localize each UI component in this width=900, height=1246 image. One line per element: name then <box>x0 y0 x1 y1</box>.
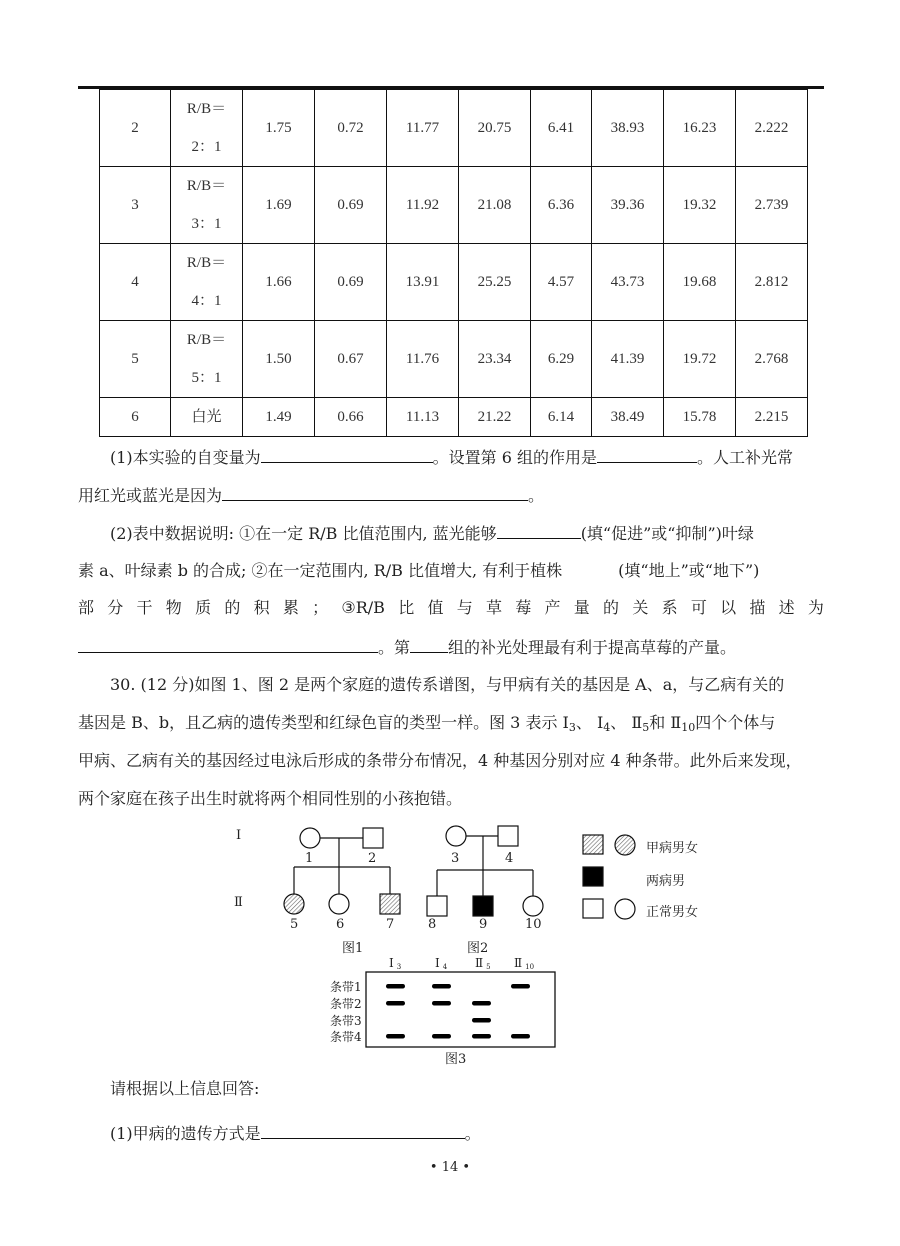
value-cell: 20.75 <box>459 90 531 167</box>
text: (2)表中数据说明: ①在一定 R/B 比值范围内, 蓝光能够 <box>110 524 497 543</box>
text: ； <box>312 598 329 617</box>
value-cell: 11.92 <box>387 167 459 244</box>
value-cell: 4.57 <box>531 244 592 321</box>
value-cell: 23.34 <box>459 321 531 398</box>
female-5-jia <box>284 894 304 914</box>
light-ratio-line2: 4：1 <box>191 293 222 309</box>
text: 基因是 B、b，且乙病的遗传类型和红绿色盲的类型一样。图 3 表示 Ⅰ <box>78 713 569 732</box>
text: 用红光或蓝光是因为 <box>78 486 223 505</box>
question-prompt: 请根据以上信息回答: <box>110 1079 260 1098</box>
id-label: 5 <box>290 917 299 932</box>
male-7-jia <box>380 894 400 914</box>
legend-both-male-icon <box>583 867 603 886</box>
roman-numeral: Ⅱ <box>475 956 484 970</box>
subscript: 10 <box>525 963 535 971</box>
text: 关 <box>632 598 649 617</box>
group-cell: 6 <box>100 398 171 437</box>
male-4 <box>498 826 518 846</box>
value-cell: 11.13 <box>387 398 459 437</box>
id-label: 7 <box>386 917 395 932</box>
light-ratio-line1: R/B＝ <box>186 178 227 194</box>
gel-band <box>472 1018 491 1023</box>
gel-column-label <box>514 956 534 971</box>
female-6 <box>329 894 349 914</box>
value-cell: 13.91 <box>387 244 459 321</box>
q30-line4: 两个家庭在孩子出生时就将两个相同性别的小孩抱错。 <box>78 789 463 808</box>
band-label: 条带1 <box>330 980 362 994</box>
value-cell: 11.77 <box>387 90 459 167</box>
text: 、 Ⅰ <box>575 713 604 732</box>
text: 莓 <box>515 598 532 617</box>
female-3 <box>446 826 466 846</box>
value-cell: 19.72 <box>664 321 736 398</box>
value-cell: 21.08 <box>459 167 531 244</box>
text: 累 <box>282 598 299 617</box>
band-label: 条带4 <box>330 1030 362 1044</box>
text: 。第 <box>378 638 411 657</box>
text: 。设置第 6 组的作用是 <box>432 448 598 467</box>
value-cell: 6.41 <box>531 90 592 167</box>
light-ratio-line2: 5：1 <box>191 370 222 386</box>
gel-band <box>386 1034 405 1039</box>
text: 的 <box>603 598 620 617</box>
text: 四个个体与 <box>695 713 776 732</box>
gel-band <box>511 984 530 989</box>
text: (1)甲病的遗传方式是 <box>110 1124 261 1143</box>
q30-line1: 30. (12 分)如图 1、图 2 是两个家庭的遗传系谱图，与甲病有关的基因是 A、a，与乙病有关的 <box>110 675 785 694</box>
value-cell: 38.49 <box>592 398 664 437</box>
text: 、 Ⅱ <box>610 713 643 732</box>
value-cell: 21.22 <box>459 398 531 437</box>
text: 值 <box>427 598 444 617</box>
group-cell: 4 <box>100 244 171 321</box>
text: 和 Ⅱ <box>649 713 682 732</box>
page-number: • 14 • <box>429 1160 471 1175</box>
light-ratio-line1: 白光 <box>191 409 222 425</box>
legend-jia-female-icon <box>615 835 635 855</box>
light-ratio-line2: 2：1 <box>191 139 222 155</box>
subscript: 10 <box>681 721 696 734</box>
roman-numeral: Ⅰ <box>435 956 440 970</box>
text: 描 <box>749 598 766 617</box>
value-cell: 2.215 <box>736 398 808 437</box>
subscript: 5 <box>486 963 491 971</box>
legend-normal-male-icon <box>583 899 603 918</box>
group-cell: 3 <box>100 167 171 244</box>
id-label: 1 <box>305 851 314 866</box>
value-cell: 1.75 <box>243 90 315 167</box>
value-cell: 11.76 <box>387 321 459 398</box>
roman-numeral: Ⅱ <box>514 956 523 970</box>
gel-column-label <box>475 956 491 971</box>
text: 系 <box>661 598 678 617</box>
text: 部 <box>78 598 95 617</box>
subscript: 4 <box>442 963 448 971</box>
value-cell: 1.66 <box>243 244 315 321</box>
light-ratio-line1: R/B＝ <box>186 332 227 348</box>
value-cell: 41.39 <box>592 321 664 398</box>
legend-both-label: 两病男 <box>646 874 686 889</box>
text: 比 <box>398 598 415 617</box>
value-cell: 1.69 <box>243 167 315 244</box>
female-10 <box>523 896 543 916</box>
id-label: 2 <box>368 851 377 866</box>
text: 物 <box>165 598 182 617</box>
gel-band <box>432 1001 451 1006</box>
value-cell: 39.36 <box>592 167 664 244</box>
value-cell: 0.69 <box>315 244 387 321</box>
band-label: 条带2 <box>330 997 362 1011</box>
value-cell: 1.50 <box>243 321 315 398</box>
light-ratio-line1: R/B＝ <box>186 255 227 271</box>
text: 的 <box>224 598 241 617</box>
id-label: 3 <box>451 851 460 866</box>
text: 质 <box>195 598 212 617</box>
band-label: 条带3 <box>330 1014 362 1028</box>
value-cell: 16.23 <box>664 90 736 167</box>
text: 分 <box>107 598 124 617</box>
legend-jia-male-icon <box>583 835 603 854</box>
id-label: 10 <box>525 917 542 932</box>
gel-band <box>386 1001 405 1006</box>
id-label: 4 <box>505 851 514 866</box>
generation-I-label: Ⅰ <box>236 828 242 843</box>
legend-normal-female-icon <box>615 899 635 919</box>
subscript: 3 <box>396 963 402 971</box>
male-2 <box>363 828 383 848</box>
gel-column-label <box>435 956 447 971</box>
text: ③R/B <box>341 598 385 617</box>
value-cell: 0.66 <box>315 398 387 437</box>
light-ratio-line2: 3：1 <box>191 216 222 232</box>
q30-line3: 甲病、乙病有关的基因经过电泳后形成的条带分布情况，4 种基因分别对应 4 种条带。此外后来发现， <box>78 751 802 770</box>
answer-blank[interactable] <box>261 1122 465 1139</box>
legend-normal-label: 正常男女 <box>646 905 699 920</box>
gel-band <box>432 1034 451 1039</box>
gel-band <box>386 984 405 989</box>
subscript: 3 <box>568 721 576 734</box>
roman-numeral: Ⅰ <box>389 956 394 970</box>
value-cell: 2.222 <box>736 90 808 167</box>
text: 。 <box>464 1124 481 1143</box>
group-cell: 5 <box>100 321 171 398</box>
gel-band <box>432 984 451 989</box>
value-cell: 25.25 <box>459 244 531 321</box>
value-cell: 1.49 <box>243 398 315 437</box>
text: 以 <box>720 598 737 617</box>
value-cell: 2.768 <box>736 321 808 398</box>
value-cell: 6.36 <box>531 167 592 244</box>
text: 为 <box>807 598 824 617</box>
female-1 <box>300 828 320 848</box>
text: 组的补光处理最有利于提高草莓的产量。 <box>448 638 737 657</box>
value-cell: 0.69 <box>315 167 387 244</box>
figure-1-caption: 图1 <box>342 941 364 956</box>
text: (1)本实验的自变量为 <box>110 448 261 467</box>
id-label: 9 <box>479 917 488 932</box>
text: 素 a、叶绿素 b 的合成; ②在一定范围内, R/B 比值增大, 有利于植株 <box>78 561 563 580</box>
value-cell: 15.78 <box>664 398 736 437</box>
generation-II-label: Ⅱ <box>234 895 243 910</box>
value-cell: 2.812 <box>736 244 808 321</box>
gel-band <box>511 1034 530 1039</box>
text: 。人工补光常 <box>697 448 794 467</box>
value-cell: 6.29 <box>531 321 592 398</box>
text: 与 <box>456 598 473 617</box>
value-cell: 0.67 <box>315 321 387 398</box>
text: 量 <box>573 598 590 617</box>
value-cell: 38.93 <box>592 90 664 167</box>
subscript: 4 <box>603 721 611 734</box>
value-cell: 19.68 <box>664 244 736 321</box>
gel-column-label <box>389 956 401 971</box>
gel-band <box>472 1001 491 1006</box>
text: (填“地上”或“地下”) <box>618 561 760 580</box>
value-cell: 19.32 <box>664 167 736 244</box>
subscript: 5 <box>642 721 650 734</box>
value-cell: 2.739 <box>736 167 808 244</box>
text: 产 <box>544 598 561 617</box>
male-9-both <box>473 896 493 916</box>
legend-jia-label: 甲病男女 <box>646 841 699 856</box>
value-cell: 43.73 <box>592 244 664 321</box>
figure-2-caption: 图2 <box>467 941 489 956</box>
text: 积 <box>253 598 270 617</box>
group-cell: 2 <box>100 90 171 167</box>
text: 述 <box>778 598 795 617</box>
q30-sub1 <box>78 1122 856 1144</box>
gel-band <box>472 1034 491 1039</box>
text: 可 <box>690 598 707 617</box>
text: 干 <box>136 598 153 617</box>
figure-3-caption: 图3 <box>445 1052 467 1067</box>
id-label: 6 <box>336 917 345 932</box>
text: (填“促进”或“抑制”)叶绿 <box>580 524 754 543</box>
light-ratio-line1: R/B＝ <box>186 101 227 117</box>
id-label: 8 <box>428 917 437 932</box>
value-cell: 6.14 <box>531 398 592 437</box>
text: 草 <box>485 598 502 617</box>
text: 。 <box>528 486 545 505</box>
male-8 <box>427 896 447 916</box>
value-cell: 0.72 <box>315 90 387 167</box>
